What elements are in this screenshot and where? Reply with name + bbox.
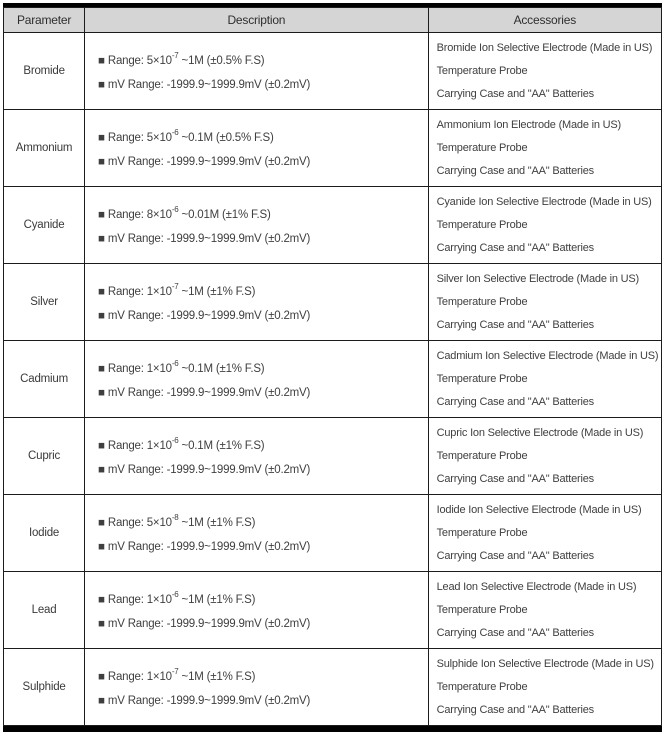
description-cell — [85, 187, 429, 264]
parameter-cell: Ammonium — [4, 110, 85, 187]
range-exponent: -8 — [171, 513, 179, 523]
accessory-line: Ammonium Ion Electrode (Made in US) — [436, 118, 621, 131]
header-row — [4, 8, 662, 33]
description-cell — [85, 341, 429, 418]
accessory-line: Carrying Case and "AA" Batteries — [436, 549, 594, 562]
range-line — [98, 584, 422, 612]
accessory-line: Carrying Case and "AA" Batteries — [436, 241, 594, 254]
range-line — [98, 507, 422, 535]
accessory-line: Carrying Case and "AA" Batteries — [436, 703, 594, 716]
range-rest: ~0.1M (±1% F.S) — [178, 362, 265, 375]
accessories-cell — [428, 495, 661, 572]
mv-range-line: ■ mV Range: -1999.9~1999.9mV (±0.2mV) — [98, 463, 311, 476]
accessory-line: Iodide Ion Selective Electrode (Made in US) — [436, 503, 642, 516]
description-cell — [85, 110, 429, 187]
range-rest: ~1M (±1% F.S) — [178, 516, 256, 529]
accessory-line: Carrying Case and "AA" Batteries — [436, 318, 594, 331]
accessory-line: Carrying Case and "AA" Batteries — [436, 395, 594, 408]
range-line — [98, 430, 422, 458]
mv-range-line: ■ mV Range: -1999.9~1999.9mV (±0.2mV) — [98, 78, 311, 91]
description-cell — [85, 572, 429, 649]
column-header-accessories: Accessories — [428, 8, 661, 33]
table-row — [4, 33, 662, 110]
range-text: ■ Range: 1×10 — [98, 439, 172, 452]
table-row — [4, 110, 662, 187]
accessory-line: Cupric Ion Selective Electrode (Made in US) — [436, 426, 644, 439]
range-line — [98, 276, 422, 304]
parameter-cell: Sulphide — [4, 649, 85, 726]
accessories-cell — [428, 418, 661, 495]
accessories-cell — [428, 572, 661, 649]
parameter-cell: Iodide — [4, 495, 85, 572]
table-row — [4, 264, 662, 341]
mv-range-line: ■ mV Range: -1999.9~1999.9mV (±0.2mV) — [98, 694, 311, 707]
accessory-line: Cadmium Ion Selective Electrode (Made in US) — [436, 349, 659, 362]
range-rest: ~0.01M (±1% F.S) — [178, 208, 271, 221]
accessory-line: Bromide Ion Selective Electrode (Made in US) — [436, 41, 653, 54]
accessory-line: Cyanide Ion Selective Electrode (Made in US) — [436, 195, 652, 208]
range-exponent: -7 — [171, 282, 179, 292]
table-row — [4, 187, 662, 264]
table-row — [4, 572, 662, 649]
range-exponent: -6 — [171, 128, 179, 138]
table-header — [4, 8, 662, 33]
table-body — [4, 33, 662, 726]
description-cell — [85, 418, 429, 495]
range-line — [98, 353, 422, 381]
accessory-line: Temperature Probe — [436, 64, 528, 77]
accessories-cell — [428, 110, 661, 187]
range-text: ■ Range: 5×10 — [98, 516, 172, 529]
accessories-cell — [428, 649, 661, 726]
range-rest: ~1M (±1% F.S) — [178, 670, 256, 683]
description-cell — [85, 33, 429, 110]
mv-range-line: ■ mV Range: -1999.9~1999.9mV (±0.2mV) — [98, 155, 311, 168]
accessory-line: Temperature Probe — [436, 141, 528, 154]
range-line — [98, 661, 422, 689]
accessory-line: Carrying Case and "AA" Batteries — [436, 164, 594, 177]
mv-range-line: ■ mV Range: -1999.9~1999.9mV (±0.2mV) — [98, 617, 311, 630]
accessory-line: Temperature Probe — [436, 680, 528, 693]
range-text: ■ Range: 5×10 — [98, 54, 172, 67]
description-cell — [85, 649, 429, 726]
range-exponent: -7 — [171, 51, 179, 61]
accessory-line: Silver Ion Selective Electrode (Made in US) — [436, 272, 639, 285]
accessory-line: Carrying Case and "AA" Batteries — [436, 87, 594, 100]
table-row — [4, 341, 662, 418]
mv-range-line: ■ mV Range: -1999.9~1999.9mV (±0.2mV) — [98, 540, 311, 553]
range-exponent: -7 — [171, 667, 179, 677]
range-line — [98, 199, 422, 227]
description-cell — [85, 264, 429, 341]
range-text: ■ Range: 1×10 — [98, 362, 172, 375]
range-text: ■ Range: 8×10 — [98, 208, 172, 221]
range-rest: ~0.1M (±0.5% F.S) — [178, 131, 274, 144]
accessory-line: Temperature Probe — [436, 295, 528, 308]
accessory-line: Temperature Probe — [436, 603, 528, 616]
column-header-description: Description — [85, 8, 429, 33]
range-rest: ~0.1M (±1% F.S) — [178, 439, 265, 452]
range-exponent: -6 — [171, 359, 179, 369]
accessory-line: Temperature Probe — [436, 218, 528, 231]
parameter-cell: Cupric — [4, 418, 85, 495]
range-line — [98, 122, 422, 150]
accessory-line: Carrying Case and "AA" Batteries — [436, 626, 594, 639]
parameter-cell: Bromide — [4, 33, 85, 110]
parameter-cell: Cadmium — [4, 341, 85, 418]
accessory-line: Sulphide Ion Selective Electrode (Made in US) — [436, 657, 654, 670]
accessory-line: Temperature Probe — [436, 449, 528, 462]
accessories-cell — [428, 187, 661, 264]
range-rest: ~1M (±1% F.S) — [178, 285, 256, 298]
mv-range-line: ■ mV Range: -1999.9~1999.9mV (±0.2mV) — [98, 232, 311, 245]
range-text: ■ Range: 1×10 — [98, 670, 172, 683]
spec-table — [3, 7, 662, 726]
parameter-cell: Cyanide — [4, 187, 85, 264]
mv-range-line: ■ mV Range: -1999.9~1999.9mV (±0.2mV) — [98, 386, 311, 399]
range-text: ■ Range: 5×10 — [98, 131, 172, 144]
parameter-cell: Lead — [4, 572, 85, 649]
description-cell — [85, 495, 429, 572]
range-exponent: -6 — [171, 205, 179, 215]
parameter-cell: Silver — [4, 264, 85, 341]
table-row — [4, 418, 662, 495]
range-text: ■ Range: 1×10 — [98, 285, 172, 298]
range-exponent: -6 — [171, 590, 179, 600]
range-line — [98, 45, 422, 73]
accessory-line: Temperature Probe — [436, 526, 528, 539]
accessory-line: Temperature Probe — [436, 372, 528, 385]
table-row — [4, 495, 662, 572]
range-text: ■ Range: 1×10 — [98, 593, 172, 606]
spec-table-container — [3, 3, 662, 732]
accessories-cell — [428, 341, 661, 418]
column-header-parameter: Parameter — [4, 8, 85, 33]
range-exponent: -6 — [171, 436, 179, 446]
range-rest: ~1M (±0.5% F.S) — [178, 54, 265, 67]
accessories-cell — [428, 33, 661, 110]
table-row — [4, 649, 662, 726]
accessories-cell — [428, 264, 661, 341]
mv-range-line: ■ mV Range: -1999.9~1999.9mV (±0.2mV) — [98, 309, 311, 322]
accessory-line: Lead Ion Selective Electrode (Made in US) — [436, 580, 637, 593]
range-rest: ~1M (±1% F.S) — [178, 593, 256, 606]
accessory-line: Carrying Case and "AA" Batteries — [436, 472, 594, 485]
